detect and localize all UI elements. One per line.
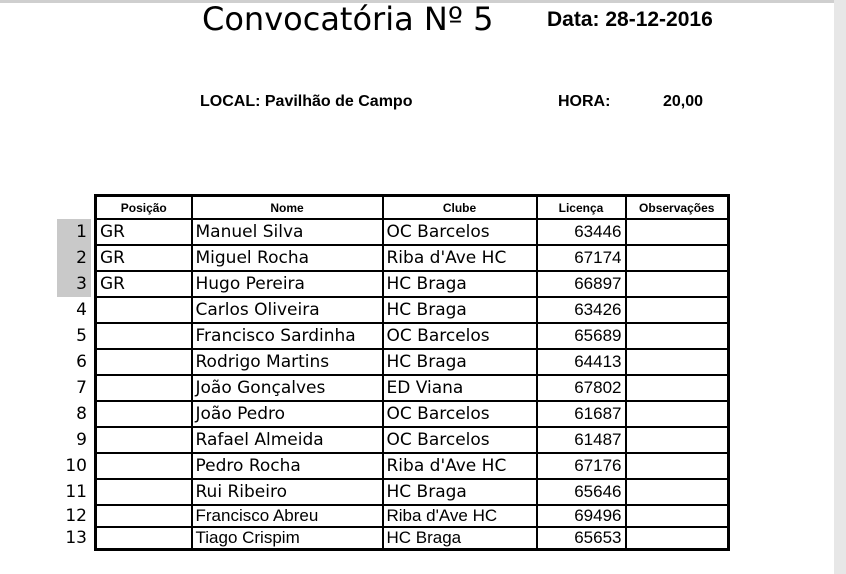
row-number: 13	[65, 528, 87, 548]
cell-nome: Manuel Silva	[192, 219, 383, 245]
cell-nome: Rui Ribeiro	[192, 479, 383, 505]
cell-clube: HC Braga	[383, 479, 537, 505]
cell-nome: Tiago Crispim	[192, 527, 383, 550]
cell-posicao	[96, 527, 192, 550]
cell-posicao	[96, 349, 192, 375]
cell-licenca: 64413	[537, 349, 626, 375]
table-row	[96, 401, 729, 427]
cell-observacoes	[626, 453, 729, 479]
cell-licenca: 67802	[537, 375, 626, 401]
column-header-observacoes: Observações	[626, 196, 729, 220]
cell-clube: OC Barcelos	[383, 219, 537, 245]
cell-licenca: 67176	[537, 453, 626, 479]
cell-clube: HC Braga	[383, 349, 537, 375]
table-row	[96, 527, 729, 550]
cell-nome: Francisco Abreu	[192, 505, 383, 527]
table-header-row	[96, 196, 729, 220]
cell-observacoes	[626, 479, 729, 505]
cell-observacoes	[626, 323, 729, 349]
cell-licenca: 69496	[537, 505, 626, 527]
cell-observacoes	[626, 297, 729, 323]
cell-clube: Riba d'Ave HC	[383, 505, 537, 527]
row-number: 10	[65, 456, 87, 476]
cell-posicao: GR	[96, 219, 192, 245]
cell-observacoes	[626, 219, 729, 245]
row-number: 1	[57, 219, 91, 245]
table-row	[96, 427, 729, 453]
cell-licenca: 65653	[537, 527, 626, 550]
cell-licenca: 65646	[537, 479, 626, 505]
cell-observacoes	[626, 401, 729, 427]
scrollbar-track[interactable]	[834, 0, 846, 574]
cell-clube: ED Viana	[383, 375, 537, 401]
cell-nome: Miguel Rocha	[192, 245, 383, 271]
table-row	[96, 479, 729, 505]
cell-nome: Francisco Sardinha	[192, 323, 383, 349]
cell-licenca: 61687	[537, 401, 626, 427]
cell-clube: HC Braga	[383, 527, 537, 550]
cell-observacoes	[626, 375, 729, 401]
cell-clube: Riba d'Ave HC	[383, 453, 537, 479]
column-header-licenca: Licença	[537, 196, 626, 220]
cell-nome: João Gonçalves	[192, 375, 383, 401]
cell-nome: Rodrigo Martins	[192, 349, 383, 375]
cell-posicao	[96, 505, 192, 527]
cell-licenca: 63446	[537, 219, 626, 245]
cell-nome: Hugo Pereira	[192, 271, 383, 297]
cell-observacoes	[626, 349, 729, 375]
row-number: 3	[57, 271, 91, 297]
table-row	[96, 375, 729, 401]
cell-observacoes	[626, 427, 729, 453]
cell-clube: OC Barcelos	[383, 427, 537, 453]
cell-nome: João Pedro	[192, 401, 383, 427]
row-number: 6	[76, 352, 87, 372]
cell-posicao	[96, 297, 192, 323]
time-label: HORA:	[558, 93, 611, 110]
cell-licenca: 66897	[537, 271, 626, 297]
cell-clube: HC Braga	[383, 271, 537, 297]
column-header-nome: Nome	[192, 196, 383, 220]
date-label: Data: 28-12-2016	[547, 8, 713, 31]
row-number: 12	[65, 506, 87, 526]
column-header-clube: Clube	[383, 196, 537, 220]
cell-licenca: 63426	[537, 297, 626, 323]
table-row	[96, 505, 729, 527]
cell-clube: OC Barcelos	[383, 401, 537, 427]
cell-posicao	[96, 427, 192, 453]
table-row	[96, 323, 729, 349]
column-header-posicao: Posição	[96, 196, 192, 220]
table-row	[96, 271, 729, 297]
cell-posicao: GR	[96, 271, 192, 297]
cell-licenca: 61487	[537, 427, 626, 453]
cell-posicao: GR	[96, 245, 192, 271]
row-number: 7	[76, 378, 87, 398]
roster-table	[94, 194, 730, 551]
row-number: 9	[76, 430, 87, 450]
table-row	[96, 453, 729, 479]
table-row	[96, 219, 729, 245]
cell-observacoes	[626, 527, 729, 550]
cell-licenca: 65689	[537, 323, 626, 349]
table-row	[96, 245, 729, 271]
cell-clube: OC Barcelos	[383, 323, 537, 349]
cell-clube: Riba d'Ave HC	[383, 245, 537, 271]
row-number: 5	[76, 326, 87, 346]
cell-posicao	[96, 375, 192, 401]
cell-posicao	[96, 453, 192, 479]
cell-observacoes	[626, 271, 729, 297]
row-number: 2	[57, 245, 91, 271]
table-row	[96, 297, 729, 323]
cell-posicao	[96, 479, 192, 505]
cell-posicao	[96, 401, 192, 427]
row-number: 11	[65, 482, 87, 502]
cell-posicao	[96, 323, 192, 349]
page-title: Convocatória Nº 5	[202, 0, 494, 38]
row-number: 4	[76, 300, 87, 320]
cell-licenca: 67174	[537, 245, 626, 271]
cell-nome: Rafael Almeida	[192, 427, 383, 453]
cell-clube: HC Braga	[383, 297, 537, 323]
table-row	[96, 349, 729, 375]
time-value: 20,00	[663, 93, 704, 110]
cell-nome: Pedro Rocha	[192, 453, 383, 479]
row-number: 8	[76, 404, 87, 424]
location-label: LOCAL: Pavilhão de Campo	[200, 93, 413, 110]
cell-nome: Carlos Oliveira	[192, 297, 383, 323]
cell-observacoes	[626, 245, 729, 271]
cell-observacoes	[626, 505, 729, 527]
